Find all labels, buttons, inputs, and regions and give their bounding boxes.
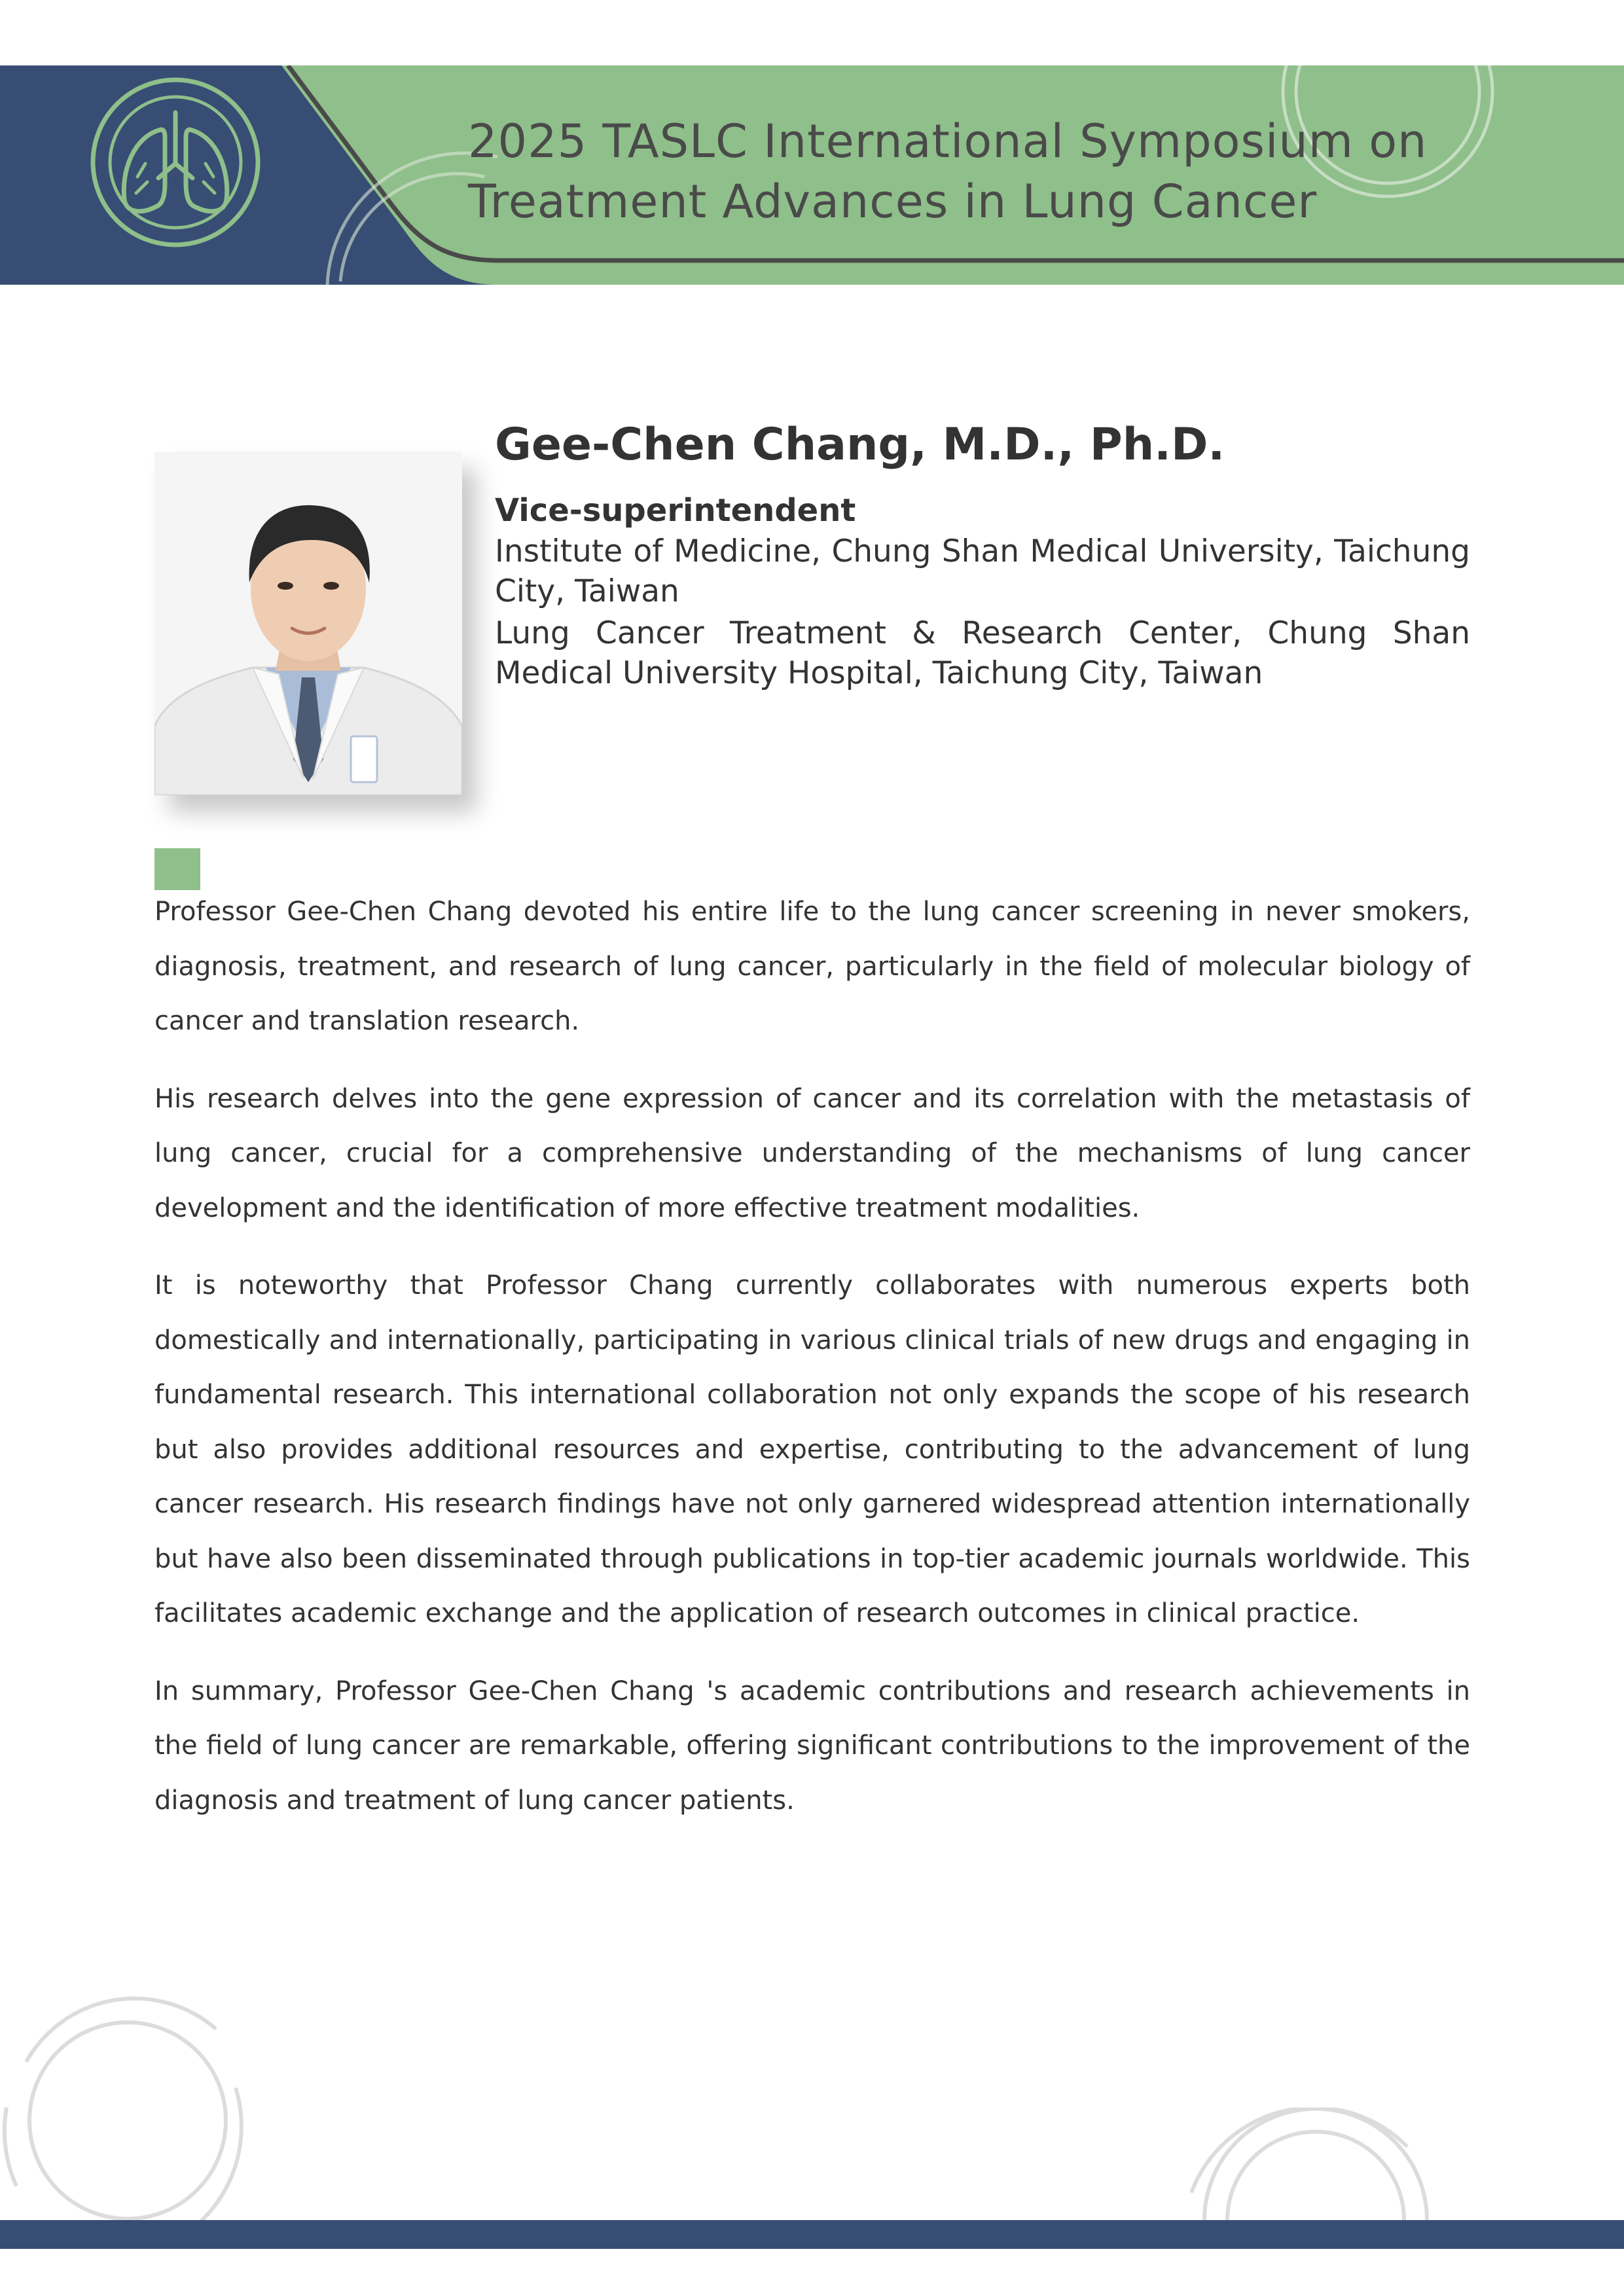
header-banner [0, 65, 1624, 285]
affiliation-item: Institute of Medicine, Chung Shan Medical University, Taichung City, Taiwan [495, 533, 1470, 609]
bio-paragraph: His research delves into the gene expression of cancer and its correlation with the metastasis of lung cancer, crucial for a comprehensive understanding of the mechanisms of lung cancer development and the identification of more effective treatment modalities. [154, 1083, 1470, 1223]
decorative-circles-right [1178, 2108, 1453, 2220]
symposium-title-line1: 2025 TASLC International Symposium on [468, 115, 1428, 168]
bio-paragraph: Professor Gee-Chen Chang devoted his entire life to the lung cancer screening in never smokers, diagnosis, treatment, and research of lung cancer, particularly in the field of molecular biology of cancer and translation research. [154, 897, 1470, 1036]
bio-paragraph: It is noteworthy that Professor Chang currently collaborates with numerous experts both domestically and internationally, participating in various clinical trials of new drugs and engaging in fundamental research. This international collaboration not only expands the scope of his research but also provides additional resources and expertise, contributing to the advancement of lung cancer research. His research findings have not only garnered widespread attention internationally but have also been disseminated through publications in top-tier academic journals worldwide. This facilitates academic exchange and the application of research outcomes in clinical practice. [154, 1270, 1470, 1628]
affiliation-item: Lung Cancer Treatment & Research Center, Chung Shan Medical University Hospital, Taichung City, Taiwan [495, 615, 1470, 691]
speaker-photo [154, 452, 462, 795]
decorative-circles-left [0, 1977, 288, 2251]
speaker-portrait [154, 452, 462, 795]
symposium-title-line2: Treatment Advances in Lung Cancer [468, 175, 1318, 228]
speaker-biography [154, 885, 1470, 1851]
speaker-role: Vice-superintendent [495, 492, 856, 529]
footer-bar [0, 2220, 1624, 2249]
speaker-affiliations [495, 531, 1470, 695]
bio-paragraph: In summary, Professor Gee-Chen Chang 's academic contributions and research achievements in the field of lung cancer are remarkable, offering significant contributions to the improvement of the diagnosis and treatment of lung cancer patients. [154, 1676, 1470, 1816]
symposium-title [468, 111, 1542, 232]
speaker-name: Gee-Chen Chang, M.D., Ph.D. [495, 419, 1225, 471]
section-accent-square [154, 848, 200, 890]
